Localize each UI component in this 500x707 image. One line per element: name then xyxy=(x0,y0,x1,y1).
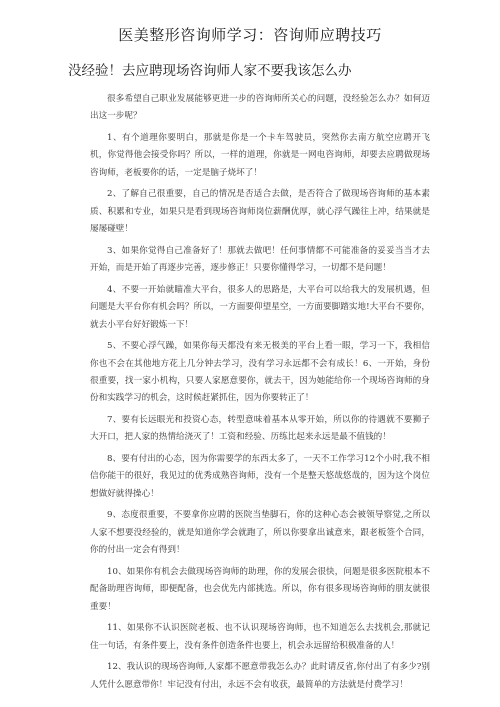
paragraph-11: 11、如果你不认识医院老板、也不认识现场咨询师，也不知道怎么去找机会,那就记住一句话，有条件要上，没有条件创造条件也要上，机会永远留给积极准备的人！ xyxy=(90,623,430,651)
document-title: 医美整形咨询师学习：咨询师应聘技巧 xyxy=(118,26,382,44)
paragraph-8: 8、要有付出的心态，因为你需要学的东西太多了，一天不工作学习12个小时,我不相信你能干的很好，我见过的优秀成熟咨询师，没有一个是整天悠哉悠哉的，因为这个岗位想做好就得操心！ xyxy=(90,454,430,499)
paragraph-9: 9、态度很重要，不要拿你应聘的医院当垫脚石，你的这种心态会被领导察觉,之所以人家不想要没经验的，就是知道你学会就跑了，所以你要拿出诚意来，跟老板签个合同，你的付出一定会有得到！ xyxy=(90,510,430,556)
paragraph-intro: 很多希望自己职业发展能够更进一步的咨询师所关心的问题，没经验怎么办？如何迈出这一步呢？ xyxy=(90,94,430,122)
article-headline: 没经验！去应聘现场咨询师人家不要我该怎么办 xyxy=(68,63,352,79)
paragraph-1: 1、有个道理你要明白，那就是你是一个卡车驾驶员，突然你去南方航空应聘开飞机，你觉得他会接受你吗？所以，一样的道理，你就是一网电咨询师，却要去应聘做现场咨询师，老板要你的话，一定是脑子烧坏了！ xyxy=(90,133,430,178)
paragraph-5-6: 5、不要心浮气躁，如果你每天都没有来无极美的平台上看一眼，学习一下，我相信你也不会在其他地方花上几分钟去学习，没有学习永远都不会有成长！6、一开始，身份很重要，找一家小机构，只要人家愿意要你，就去干，因为她能给你一个现场咨询师的身份和实践学习的机会，这时候赶紧抓住，因为你要转正了！ xyxy=(90,341,430,404)
paragraph-10: 10、如果你有机会去做现场咨询师的助理，你的发展会很快，问题是很多医院根本不配备助理咨询师，即便配备，也会优先内部挑选。所以，你有很多现场咨询师的朋友就很重要！ xyxy=(90,566,430,612)
paragraph-7: 7、要有长远眼光和投资心态，转型意味着基本从零开始，所以你的待遇就不要狮子大开口，把人家的热情给浇灭了！工资和经验、历练比起来永远是最不值钱的！ xyxy=(90,415,430,443)
paragraph-3: 3、如果你觉得自己准备好了！那就去做吧！任何事情都不可能准备的妥妥当当才去开始，而是开始了再逐步完善，逐步修正！只要你懂得学习，一切都不是问题！ xyxy=(90,245,430,274)
paragraph-12: 12、我认识的现场咨询师,人家都不愿意带我怎么办？此时请反省,你付出了有多少?别人凭什么愿意带你！牢记没有付出，永远不会有收获，最简单的方法就是付费学习！ xyxy=(90,662,430,690)
paragraph-4: 4、不要一开始就瞄准大平台，很多人的思路是，大平台可以给我大的发展机遇，但问题是大平台你有机会吗？所以，一方面要仰望星空，一方面要脚踏实地!大平台不要你，就去小平台好好锻炼一下！ xyxy=(90,284,430,330)
paragraph-2: 2、了解自己很重要，自己的情况是否适合去做，是否符合了做现场咨询师的基本素质、积累和专业，如果只是看到现场咨询师岗位薪酬优厚，就心浮气躁往上冲，结果就是屡屡碰壁！ xyxy=(90,189,430,235)
article-body xyxy=(90,91,430,698)
